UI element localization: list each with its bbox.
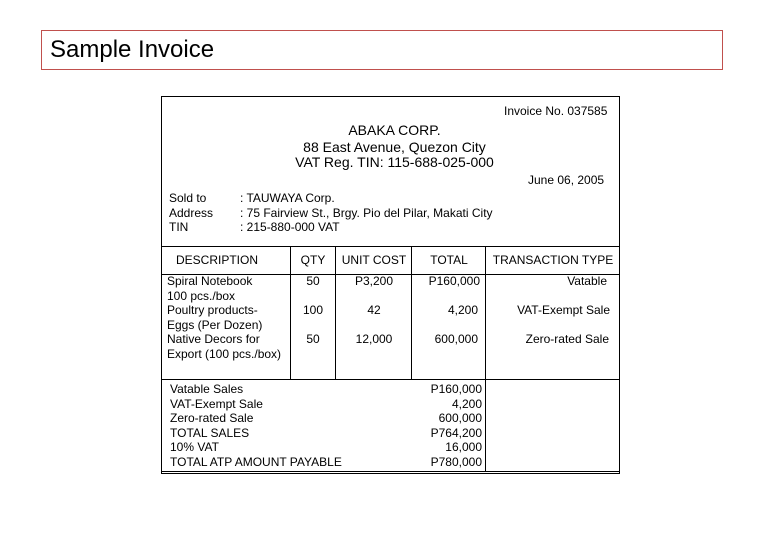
summary-value: 600,000 <box>438 411 482 425</box>
item-description-line1: Native Decors for <box>167 332 260 346</box>
header-qty: QTY <box>300 253 326 267</box>
summary-label: TOTAL SALES <box>170 426 250 440</box>
header-transaction-type: TRANSACTION TYPE <box>492 253 614 267</box>
summary-value-total: P780,000 <box>430 455 482 469</box>
item-total: P160,000 <box>428 274 480 288</box>
invoice-number: Invoice No. 037585 <box>504 104 608 118</box>
item-qty: 50 <box>306 332 320 346</box>
slide-title-box <box>41 30 723 70</box>
header-unit-cost: UNIT COST <box>341 253 407 267</box>
item-unit-cost: 42 <box>367 303 381 317</box>
company-tin: VAT Reg. TIN: 115-688-025-000 <box>295 154 494 170</box>
invoice-date: June 06, 2005 <box>528 173 605 187</box>
sold-to-label: Sold to <box>169 191 207 205</box>
sold-to-value: : TAUWAYA Corp. <box>240 191 335 205</box>
summary-value: 4,200 <box>451 397 482 411</box>
address-value: : 75 Fairview St., Brgy. Pio del Pilar, Makati City <box>240 206 493 220</box>
slide-title: Sample Invoice <box>50 36 215 63</box>
column-divider <box>411 246 412 379</box>
item-description-line1: Spiral Notebook <box>167 274 253 288</box>
summary-label: Zero-rated Sale <box>170 411 254 425</box>
summary-label: 10% VAT <box>170 440 219 454</box>
item-description-line2: 100 pcs./box <box>167 289 236 303</box>
item-description-line2: Export (100 pcs./box) <box>167 347 282 361</box>
header-total: TOTAL <box>430 253 468 267</box>
invoice-document <box>161 96 620 474</box>
summary-label: Vatable Sales <box>170 382 244 396</box>
column-divider <box>335 246 336 379</box>
summary-value: P160,000 <box>430 382 482 396</box>
item-transaction-type: Zero-rated Sale <box>525 332 609 346</box>
column-divider <box>485 246 486 471</box>
company-name: ABAKA CORP. <box>348 122 441 138</box>
item-total: 600,000 <box>434 332 478 346</box>
address-label: Address <box>169 206 214 220</box>
summary-value: 16,000 <box>445 440 482 454</box>
company-address: 88 East Avenue, Quezon City <box>303 139 486 155</box>
header-description: DESCRIPTION <box>176 253 259 267</box>
item-description-line1: Poultry products- <box>167 303 258 317</box>
tin-value: : 215-880-000 VAT <box>240 220 340 234</box>
summary-label-total: TOTAL ATP AMOUNT PAYABLE <box>170 455 342 469</box>
summary-bottom-rule <box>162 471 619 472</box>
column-divider <box>290 246 291 379</box>
item-unit-cost: P3,200 <box>354 274 394 288</box>
tin-label: TIN <box>169 220 189 234</box>
summary-value: P764,200 <box>430 426 482 440</box>
item-description-line2: Eggs (Per Dozen) <box>167 318 263 332</box>
item-qty: 50 <box>306 274 320 288</box>
summary-label: VAT-Exempt Sale <box>170 397 263 411</box>
item-unit-cost: 12,000 <box>355 332 393 346</box>
item-transaction-type: Vatable <box>567 274 607 288</box>
item-qty: 100 <box>302 303 324 317</box>
table-top-rule <box>162 246 619 247</box>
item-total: 4,200 <box>447 303 478 317</box>
item-transaction-type: VAT-Exempt Sale <box>517 303 610 317</box>
table-bottom-rule <box>162 379 619 380</box>
